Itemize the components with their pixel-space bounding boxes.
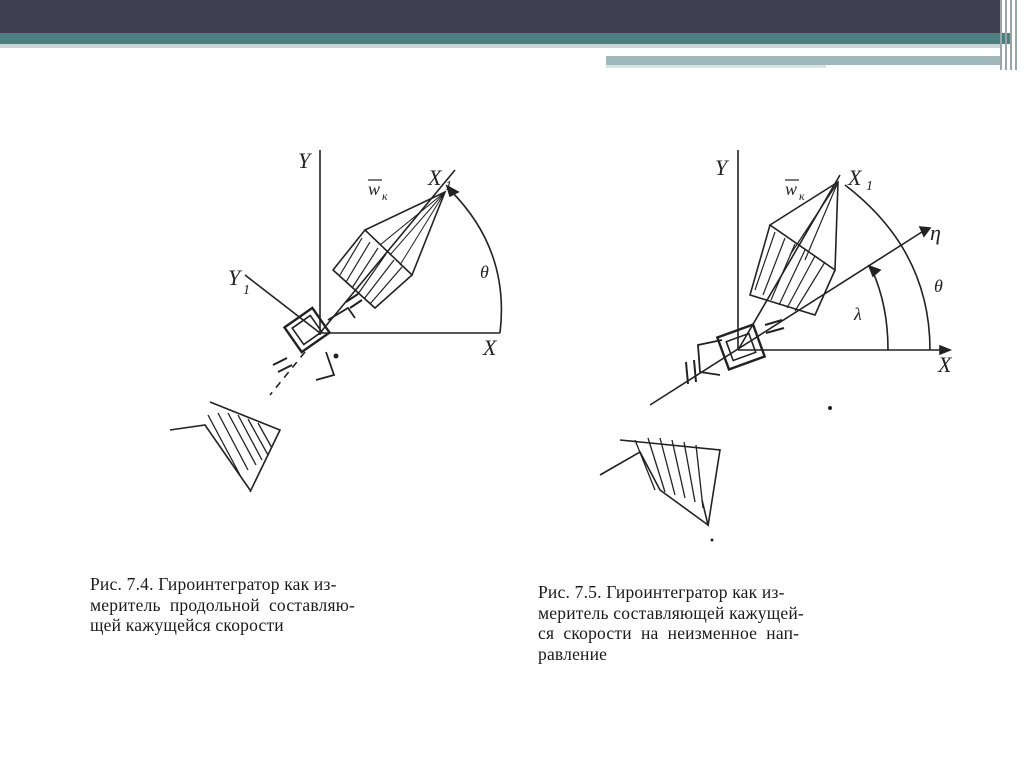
left-label-x1-sub: 1 [445, 179, 452, 194]
left-label-y1-sub: 1 [243, 283, 250, 298]
right-label-theta: θ [934, 276, 943, 296]
right-label-w: w [785, 179, 798, 199]
left-label-w-sub: к [382, 189, 388, 203]
figure-caption-right: Рис. 7.5. Гироинтегратор как из- меритель составляющей кажущей- ся скорости на неизменное нап- равление [538, 582, 804, 664]
figure-caption-left: Рис. 7.4. Гироинтегратор как из- меритель продольной составляю- щей кажущейся скорости [90, 574, 356, 635]
left-label-x: X [483, 335, 497, 360]
left-theta-arc [450, 190, 501, 333]
left-label-theta: θ [480, 262, 489, 282]
right-label-eta: η [930, 220, 941, 245]
left-rocket-nose [365, 192, 445, 275]
left-label-x1: X [428, 165, 442, 190]
figure-right-diagram [590, 140, 980, 550]
right-eta-axis [650, 230, 925, 405]
left-y1-axis [245, 275, 320, 333]
right-label-x1-sub: 1 [866, 179, 873, 194]
right-label-lambda: λ [854, 304, 862, 324]
left-label-y: Y [298, 148, 311, 173]
left-label-y1: Y [228, 265, 241, 290]
right-label-x: X [938, 352, 952, 377]
right-lambda-arc [872, 270, 888, 350]
right-label-y: Y [715, 155, 728, 180]
slide-accent-bar [0, 33, 1010, 44]
slide-header-bar [0, 0, 1000, 33]
slide-accent-line-thin [606, 65, 826, 68]
right-rocket-tail [600, 440, 720, 526]
right-label-w-sub: к [799, 189, 805, 203]
left-label-w: w [368, 179, 381, 199]
right-label-x1: X [848, 165, 862, 190]
slide-accent-line [606, 56, 1000, 65]
slide-edge-decoration [998, 0, 1024, 70]
figure-left-diagram [150, 130, 540, 510]
slide-accent-shadow [0, 44, 1000, 48]
